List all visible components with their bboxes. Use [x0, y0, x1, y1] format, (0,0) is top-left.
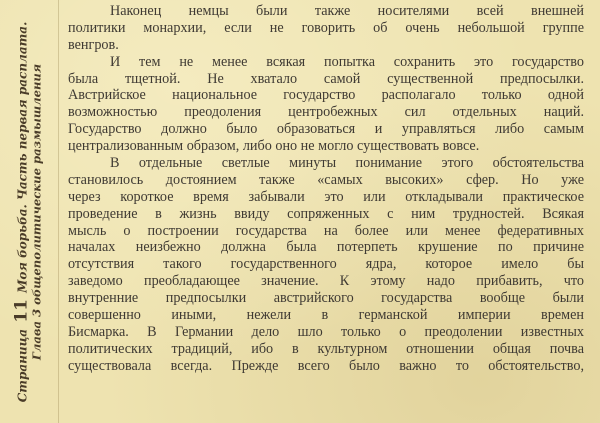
page-label: Страница	[15, 328, 30, 403]
text-line: политических традиций, ибо в культурном отношении общая почва	[68, 340, 584, 357]
text-line: началах неизбежно должна была потерпеть крушение по причине	[68, 239, 584, 256]
text-line: В отдельные светлые минуты понимание этого обстоятельства	[110, 155, 584, 172]
text-line: совершенно иными, нежели в германской империи времен	[68, 307, 584, 324]
text-line: Бисмарка. В Германии дело шло только о преодолении известных	[68, 323, 584, 340]
sidebar-caption	[11, 21, 44, 403]
text-line: мысль о построении государства на более или менее федеративных	[68, 222, 584, 239]
chapter-title: Глава 3 общеполитические размышления	[29, 63, 44, 361]
text-line: становилось достоянием также «самых высоких» сфер. Но уже	[68, 171, 584, 188]
text-line: проведение в жизнь ввиду сопряженных с ним трудностей. Всякая	[68, 205, 584, 222]
text-line: была тщетной. Не хватало самой существенной предпосылки.	[68, 70, 584, 87]
text-line: существовала всегда. Прежде всего было важно то обстоятельство,	[68, 357, 584, 374]
text-line: Австрийское национальное государство располагало только одной	[68, 87, 584, 104]
page-number: 11	[11, 299, 32, 323]
sidebar-header-line	[11, 21, 32, 403]
body-text	[68, 3, 584, 375]
page-sidebar	[0, 0, 59, 423]
text-line: Наконец немцы были также носителями всей внешней	[110, 3, 584, 19]
text-line: внутренние предпосылки австрийского государства вообще были	[68, 290, 584, 307]
text-line: централизованным образом, либо оно не могло существовать вовсе.	[68, 138, 480, 155]
text-line: возможностью преодоления центробежных сил отдельных наций.	[68, 104, 584, 121]
text-line: политики монархии, если не говорить об очень небольшой группе	[68, 19, 584, 36]
text-line: заведомо преобладающее значение. К этому надо прибавить, что	[68, 273, 584, 290]
text-line: отсутствия такого государственного ядра, которое имело бы	[68, 256, 584, 273]
text-line: И тем не менее всякая попытка сохранить это государство	[110, 53, 584, 70]
part-title: Моя борьба. Часть первая расплата.	[15, 21, 30, 293]
text-line: венгров.	[68, 36, 119, 53]
text-line: через короткое время забывали это или откладывали практическое	[68, 188, 584, 205]
text-line: Государство должно было образоваться и управляться либо самым	[68, 121, 584, 138]
